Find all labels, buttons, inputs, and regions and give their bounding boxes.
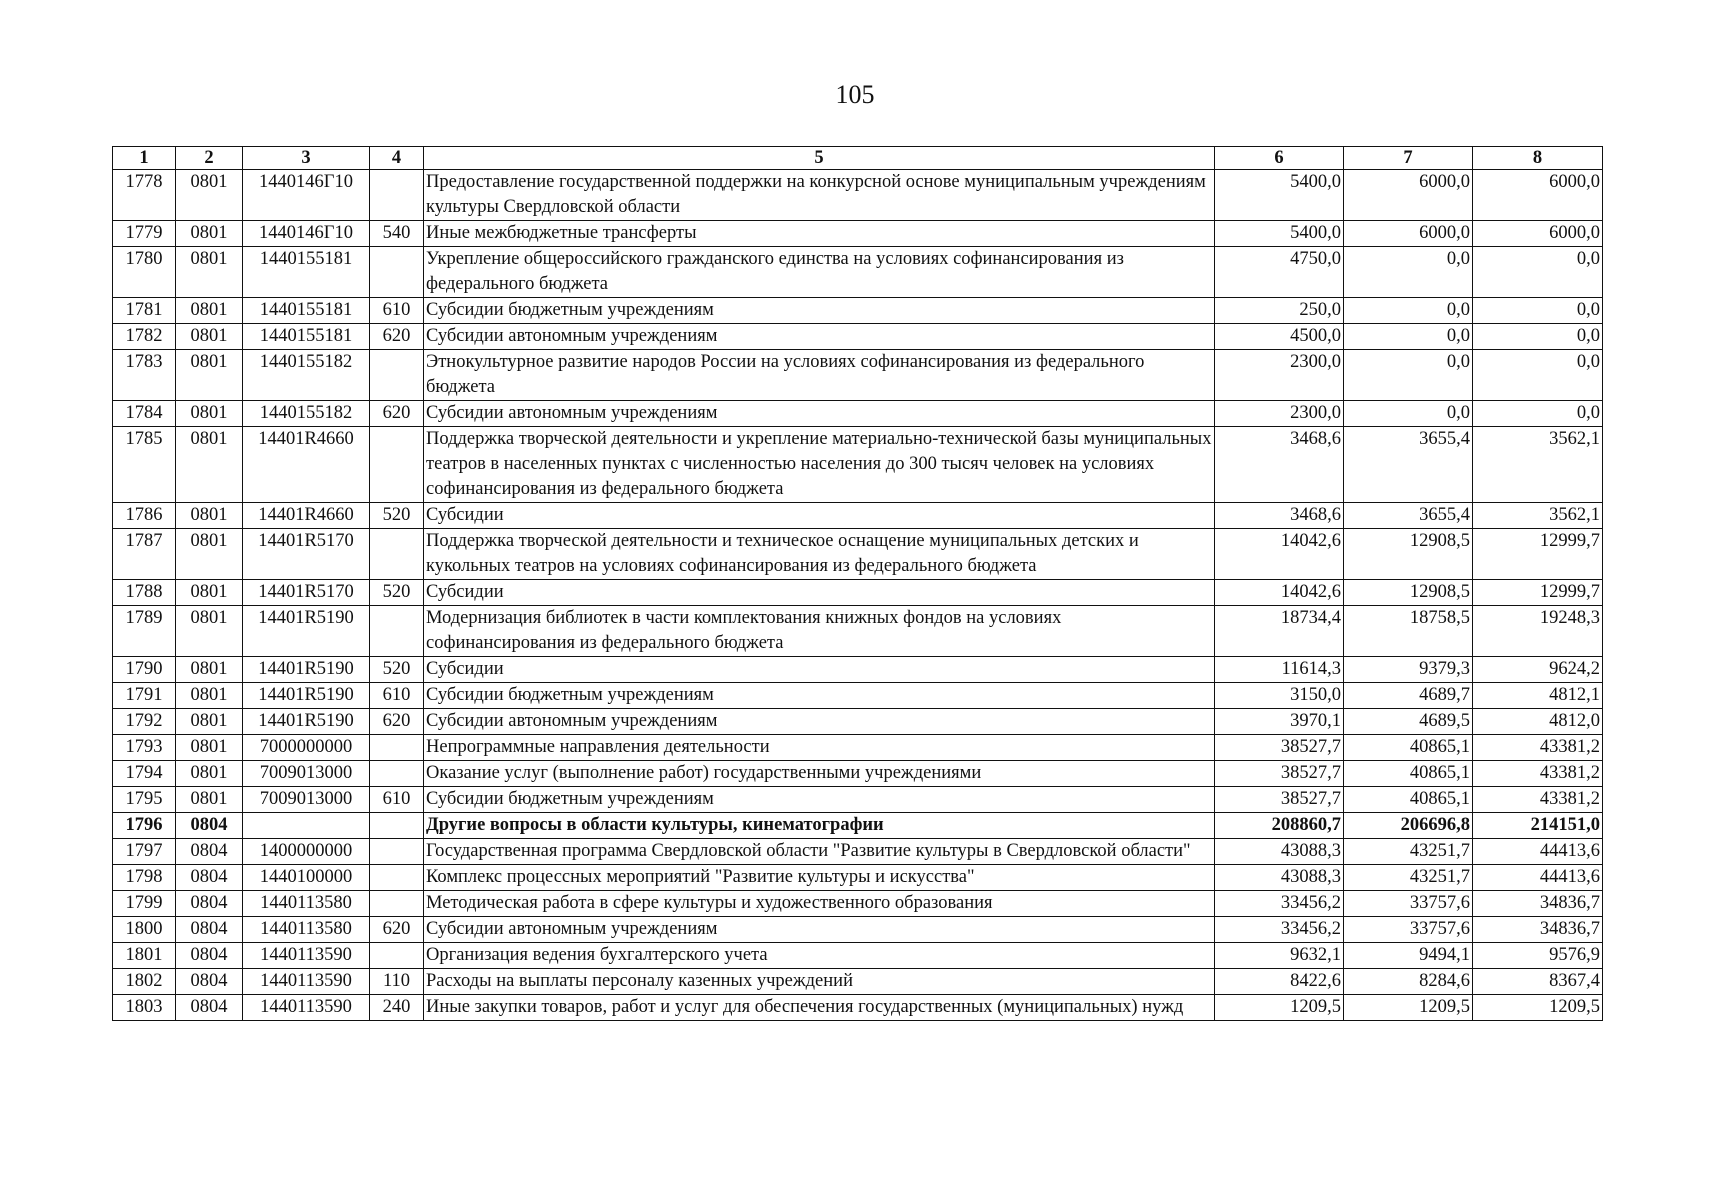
amount-year3-cell: 6000,0 bbox=[1473, 170, 1603, 221]
item-name-cell: Субсидии bbox=[424, 580, 1215, 606]
target-article-cell: 1440155181 bbox=[243, 247, 370, 298]
section-code-cell: 0801 bbox=[176, 503, 243, 529]
amount-year3-cell: 9624,2 bbox=[1473, 657, 1603, 683]
amount-year2-cell: 40865,1 bbox=[1344, 761, 1473, 787]
item-name-cell: Непрограммные направления деятельности bbox=[424, 735, 1215, 761]
item-name-cell: Субсидии bbox=[424, 657, 1215, 683]
table-row bbox=[113, 683, 1603, 709]
row-number-cell: 1790 bbox=[113, 657, 176, 683]
item-name-cell: Поддержка творческой деятельности и техническое оснащение муниципальных детских и кукольных театров на условиях софинансирования из федерального бюджета bbox=[424, 529, 1215, 580]
row-number-cell: 1779 bbox=[113, 221, 176, 247]
column-header: 3 bbox=[243, 147, 370, 170]
expense-type-cell: 620 bbox=[370, 709, 424, 735]
row-number-cell: 1778 bbox=[113, 170, 176, 221]
column-header: 8 bbox=[1473, 147, 1603, 170]
table-row bbox=[113, 350, 1603, 401]
table-row bbox=[113, 735, 1603, 761]
row-number-cell: 1798 bbox=[113, 865, 176, 891]
row-number-cell: 1792 bbox=[113, 709, 176, 735]
target-article-cell: 1440100000 bbox=[243, 865, 370, 891]
amount-year1-cell: 3150,0 bbox=[1215, 683, 1344, 709]
table-row bbox=[113, 529, 1603, 580]
table-row bbox=[113, 995, 1603, 1021]
header-row bbox=[113, 147, 1603, 170]
table-row bbox=[113, 891, 1603, 917]
item-name-cell: Поддержка творческой деятельности и укрепление материально-технической базы муниципальных театров в населенных пунктах с численностью населения до 300 тысяч человек на условиях софинансирования из федерального бюджета bbox=[424, 427, 1215, 503]
item-name-cell: Расходы на выплаты персоналу казенных учреждений bbox=[424, 969, 1215, 995]
amount-year1-cell: 5400,0 bbox=[1215, 221, 1344, 247]
amount-year1-cell: 33456,2 bbox=[1215, 891, 1344, 917]
amount-year1-cell: 3468,6 bbox=[1215, 427, 1344, 503]
section-code-cell: 0804 bbox=[176, 917, 243, 943]
table-row bbox=[113, 969, 1603, 995]
row-number-cell: 1786 bbox=[113, 503, 176, 529]
amount-year2-cell: 1209,5 bbox=[1344, 995, 1473, 1021]
item-name-cell: Укрепление общероссийского гражданского единства на условиях софинансирования из федерального бюджета bbox=[424, 247, 1215, 298]
amount-year1-cell: 3468,6 bbox=[1215, 503, 1344, 529]
item-name-cell: Субсидии автономным учреждениям bbox=[424, 324, 1215, 350]
target-article-cell: 14401R5190 bbox=[243, 683, 370, 709]
amount-year1-cell: 4500,0 bbox=[1215, 324, 1344, 350]
amount-year2-cell: 0,0 bbox=[1344, 298, 1473, 324]
amount-year1-cell: 1209,5 bbox=[1215, 995, 1344, 1021]
item-name-cell: Субсидии бюджетным учреждениям bbox=[424, 787, 1215, 813]
target-article-cell: 14401R5170 bbox=[243, 580, 370, 606]
section-code-cell: 0804 bbox=[176, 891, 243, 917]
amount-year3-cell: 4812,1 bbox=[1473, 683, 1603, 709]
column-header: 4 bbox=[370, 147, 424, 170]
table-row bbox=[113, 917, 1603, 943]
table-body bbox=[113, 170, 1603, 1021]
amount-year3-cell: 3562,1 bbox=[1473, 427, 1603, 503]
item-name-cell: Субсидии автономным учреждениям bbox=[424, 401, 1215, 427]
expense-type-cell: 240 bbox=[370, 995, 424, 1021]
amount-year2-cell: 206696,8 bbox=[1344, 813, 1473, 839]
target-article-cell: 1440146Г10 bbox=[243, 170, 370, 221]
table-row bbox=[113, 761, 1603, 787]
target-article-cell: 1440113590 bbox=[243, 969, 370, 995]
amount-year1-cell: 38527,7 bbox=[1215, 735, 1344, 761]
target-article-cell: 14401R4660 bbox=[243, 503, 370, 529]
section-code-cell: 0804 bbox=[176, 943, 243, 969]
expense-type-cell bbox=[370, 170, 424, 221]
amount-year2-cell: 43251,7 bbox=[1344, 839, 1473, 865]
row-number-cell: 1797 bbox=[113, 839, 176, 865]
expense-type-cell bbox=[370, 813, 424, 839]
amount-year2-cell: 12908,5 bbox=[1344, 580, 1473, 606]
amount-year1-cell: 14042,6 bbox=[1215, 580, 1344, 606]
item-name-cell: Предоставление государственной поддержки на конкурсной основе муниципальным учреждениям культуры Свердловской области bbox=[424, 170, 1215, 221]
table-row bbox=[113, 606, 1603, 657]
expense-type-cell: 610 bbox=[370, 298, 424, 324]
item-name-cell: Иные межбюджетные трансферты bbox=[424, 221, 1215, 247]
row-number-cell: 1802 bbox=[113, 969, 176, 995]
expense-type-cell bbox=[370, 839, 424, 865]
amount-year2-cell: 0,0 bbox=[1344, 324, 1473, 350]
amount-year2-cell: 0,0 bbox=[1344, 247, 1473, 298]
section-code-cell: 0801 bbox=[176, 170, 243, 221]
section-code-cell: 0801 bbox=[176, 787, 243, 813]
target-article-cell: 1440113580 bbox=[243, 917, 370, 943]
table-row bbox=[113, 503, 1603, 529]
table-row bbox=[113, 787, 1603, 813]
row-number-cell: 1803 bbox=[113, 995, 176, 1021]
row-number-cell: 1788 bbox=[113, 580, 176, 606]
amount-year1-cell: 14042,6 bbox=[1215, 529, 1344, 580]
item-name-cell: Субсидии бюджетным учреждениям bbox=[424, 298, 1215, 324]
amount-year1-cell: 11614,3 bbox=[1215, 657, 1344, 683]
amount-year3-cell: 4812,0 bbox=[1473, 709, 1603, 735]
target-article-cell: 1440113580 bbox=[243, 891, 370, 917]
target-article-cell: 1440113590 bbox=[243, 943, 370, 969]
amount-year2-cell: 8284,6 bbox=[1344, 969, 1473, 995]
amount-year3-cell: 19248,3 bbox=[1473, 606, 1603, 657]
expense-type-cell bbox=[370, 891, 424, 917]
row-number-cell: 1785 bbox=[113, 427, 176, 503]
section-code-cell: 0801 bbox=[176, 735, 243, 761]
amount-year1-cell: 208860,7 bbox=[1215, 813, 1344, 839]
section-code-cell: 0804 bbox=[176, 865, 243, 891]
amount-year1-cell: 2300,0 bbox=[1215, 350, 1344, 401]
amount-year3-cell: 6000,0 bbox=[1473, 221, 1603, 247]
row-number-cell: 1801 bbox=[113, 943, 176, 969]
expense-type-cell bbox=[370, 606, 424, 657]
target-article-cell: 14401R5190 bbox=[243, 657, 370, 683]
amount-year1-cell: 9632,1 bbox=[1215, 943, 1344, 969]
section-code-cell: 0804 bbox=[176, 839, 243, 865]
section-code-cell: 0801 bbox=[176, 580, 243, 606]
amount-year3-cell: 0,0 bbox=[1473, 401, 1603, 427]
table-row bbox=[113, 324, 1603, 350]
amount-year2-cell: 12908,5 bbox=[1344, 529, 1473, 580]
amount-year3-cell: 12999,7 bbox=[1473, 529, 1603, 580]
row-number-cell: 1795 bbox=[113, 787, 176, 813]
section-code-cell: 0801 bbox=[176, 761, 243, 787]
amount-year3-cell: 0,0 bbox=[1473, 298, 1603, 324]
table-row bbox=[113, 427, 1603, 503]
row-number-cell: 1787 bbox=[113, 529, 176, 580]
amount-year1-cell: 38527,7 bbox=[1215, 787, 1344, 813]
amount-year1-cell: 2300,0 bbox=[1215, 401, 1344, 427]
expense-type-cell: 620 bbox=[370, 401, 424, 427]
target-article-cell: 1440155182 bbox=[243, 350, 370, 401]
expense-type-cell: 520 bbox=[370, 657, 424, 683]
amount-year2-cell: 9494,1 bbox=[1344, 943, 1473, 969]
amount-year2-cell: 3655,4 bbox=[1344, 503, 1473, 529]
amount-year2-cell: 0,0 bbox=[1344, 401, 1473, 427]
column-header: 5 bbox=[424, 147, 1215, 170]
amount-year2-cell: 6000,0 bbox=[1344, 221, 1473, 247]
amount-year3-cell: 43381,2 bbox=[1473, 787, 1603, 813]
table-row bbox=[113, 709, 1603, 735]
section-code-cell: 0801 bbox=[176, 683, 243, 709]
amount-year3-cell: 43381,2 bbox=[1473, 735, 1603, 761]
amount-year1-cell: 5400,0 bbox=[1215, 170, 1344, 221]
item-name-cell: Субсидии автономным учреждениям bbox=[424, 709, 1215, 735]
column-header: 1 bbox=[113, 147, 176, 170]
target-article-cell: 7009013000 bbox=[243, 787, 370, 813]
row-number-cell: 1800 bbox=[113, 917, 176, 943]
amount-year3-cell: 34836,7 bbox=[1473, 891, 1603, 917]
expense-type-cell: 520 bbox=[370, 580, 424, 606]
expense-type-cell bbox=[370, 761, 424, 787]
page-number: 105 bbox=[835, 80, 875, 109]
target-article-cell: 7009013000 bbox=[243, 761, 370, 787]
row-number-cell: 1781 bbox=[113, 298, 176, 324]
amount-year2-cell: 4689,5 bbox=[1344, 709, 1473, 735]
item-name-cell: Государственная программа Свердловской области "Развитие культуры в Свердловской области" bbox=[424, 839, 1215, 865]
row-number-cell: 1796 bbox=[113, 813, 176, 839]
section-code-cell: 0801 bbox=[176, 657, 243, 683]
row-number-cell: 1799 bbox=[113, 891, 176, 917]
section-code-cell: 0804 bbox=[176, 995, 243, 1021]
amount-year1-cell: 43088,3 bbox=[1215, 865, 1344, 891]
amount-year3-cell: 214151,0 bbox=[1473, 813, 1603, 839]
expense-type-cell: 520 bbox=[370, 503, 424, 529]
amount-year2-cell: 40865,1 bbox=[1344, 735, 1473, 761]
section-code-cell: 0801 bbox=[176, 709, 243, 735]
amount-year2-cell: 3655,4 bbox=[1344, 427, 1473, 503]
row-number-cell: 1794 bbox=[113, 761, 176, 787]
table-row bbox=[113, 839, 1603, 865]
amount-year3-cell: 0,0 bbox=[1473, 247, 1603, 298]
target-article-cell: 1440113590 bbox=[243, 995, 370, 1021]
amount-year3-cell: 12999,7 bbox=[1473, 580, 1603, 606]
row-number-cell: 1782 bbox=[113, 324, 176, 350]
amount-year3-cell: 43381,2 bbox=[1473, 761, 1603, 787]
expense-type-cell bbox=[370, 865, 424, 891]
item-name-cell: Этнокультурное развитие народов России на условиях софинансирования из федерального бюджета bbox=[424, 350, 1215, 401]
expense-type-cell: 540 bbox=[370, 221, 424, 247]
section-code-cell: 0801 bbox=[176, 606, 243, 657]
target-article-cell: 1440155182 bbox=[243, 401, 370, 427]
table-row bbox=[113, 657, 1603, 683]
amount-year3-cell: 8367,4 bbox=[1473, 969, 1603, 995]
section-code-cell: 0801 bbox=[176, 247, 243, 298]
expense-type-cell bbox=[370, 350, 424, 401]
section-code-cell: 0801 bbox=[176, 529, 243, 580]
amount-year1-cell: 38527,7 bbox=[1215, 761, 1344, 787]
section-code-cell: 0801 bbox=[176, 401, 243, 427]
item-name-cell: Комплекс процессных мероприятий "Развитие культуры и искусства" bbox=[424, 865, 1215, 891]
target-article-cell: 1440155181 bbox=[243, 324, 370, 350]
item-name-cell: Иные закупки товаров, работ и услуг для обеспечения государственных (муниципальных) нужд bbox=[424, 995, 1215, 1021]
amount-year3-cell: 3562,1 bbox=[1473, 503, 1603, 529]
target-article-cell bbox=[243, 813, 370, 839]
amount-year2-cell: 9379,3 bbox=[1344, 657, 1473, 683]
expense-type-cell: 620 bbox=[370, 324, 424, 350]
row-number-cell: 1793 bbox=[113, 735, 176, 761]
section-code-cell: 0801 bbox=[176, 221, 243, 247]
item-name-cell: Организация ведения бухгалтерского учета bbox=[424, 943, 1215, 969]
expense-type-cell bbox=[370, 735, 424, 761]
amount-year3-cell: 1209,5 bbox=[1473, 995, 1603, 1021]
expense-type-cell bbox=[370, 247, 424, 298]
target-article-cell: 14401R4660 bbox=[243, 427, 370, 503]
amount-year1-cell: 33456,2 bbox=[1215, 917, 1344, 943]
column-header: 6 bbox=[1215, 147, 1344, 170]
row-number-cell: 1783 bbox=[113, 350, 176, 401]
amount-year1-cell: 4750,0 bbox=[1215, 247, 1344, 298]
item-name-cell: Другие вопросы в области культуры, кинематографии bbox=[424, 813, 1215, 839]
table-row bbox=[113, 221, 1603, 247]
table-row bbox=[113, 247, 1603, 298]
row-number-cell: 1791 bbox=[113, 683, 176, 709]
row-number-cell: 1789 bbox=[113, 606, 176, 657]
amount-year2-cell: 0,0 bbox=[1344, 350, 1473, 401]
expense-type-cell bbox=[370, 529, 424, 580]
item-name-cell: Модернизация библиотек в части комплектования книжных фондов на условиях софинансирования из федерального бюджета bbox=[424, 606, 1215, 657]
expense-type-cell: 610 bbox=[370, 787, 424, 813]
amount-year3-cell: 44413,6 bbox=[1473, 865, 1603, 891]
target-article-cell: 14401R5190 bbox=[243, 606, 370, 657]
target-article-cell: 1440155181 bbox=[243, 298, 370, 324]
amount-year3-cell: 44413,6 bbox=[1473, 839, 1603, 865]
amount-year2-cell: 40865,1 bbox=[1344, 787, 1473, 813]
section-code-cell: 0801 bbox=[176, 427, 243, 503]
amount-year2-cell: 43251,7 bbox=[1344, 865, 1473, 891]
amount-year2-cell: 4689,7 bbox=[1344, 683, 1473, 709]
amount-year2-cell: 18758,5 bbox=[1344, 606, 1473, 657]
budget-table bbox=[112, 146, 1603, 1021]
section-code-cell: 0801 bbox=[176, 350, 243, 401]
target-article-cell: 14401R5190 bbox=[243, 709, 370, 735]
item-name-cell: Оказание услуг (выполнение работ) государственными учреждениями bbox=[424, 761, 1215, 787]
amount-year3-cell: 34836,7 bbox=[1473, 917, 1603, 943]
row-number-cell: 1780 bbox=[113, 247, 176, 298]
table-row bbox=[113, 401, 1603, 427]
expense-type-cell: 620 bbox=[370, 917, 424, 943]
target-article-cell: 1440146Г10 bbox=[243, 221, 370, 247]
amount-year3-cell: 9576,9 bbox=[1473, 943, 1603, 969]
table-row bbox=[113, 813, 1603, 839]
target-article-cell: 1400000000 bbox=[243, 839, 370, 865]
section-code-cell: 0801 bbox=[176, 298, 243, 324]
amount-year1-cell: 250,0 bbox=[1215, 298, 1344, 324]
item-name-cell: Субсидии автономным учреждениям bbox=[424, 917, 1215, 943]
section-code-cell: 0804 bbox=[176, 813, 243, 839]
amount-year1-cell: 3970,1 bbox=[1215, 709, 1344, 735]
item-name-cell: Субсидии бюджетным учреждениям bbox=[424, 683, 1215, 709]
section-code-cell: 0801 bbox=[176, 324, 243, 350]
section-code-cell: 0804 bbox=[176, 969, 243, 995]
table-row bbox=[113, 943, 1603, 969]
item-name-cell: Методическая работа в сфере культуры и художественного образования bbox=[424, 891, 1215, 917]
table-row bbox=[113, 865, 1603, 891]
amount-year3-cell: 0,0 bbox=[1473, 350, 1603, 401]
amount-year3-cell: 0,0 bbox=[1473, 324, 1603, 350]
column-header: 2 bbox=[176, 147, 243, 170]
amount-year1-cell: 18734,4 bbox=[1215, 606, 1344, 657]
target-article-cell: 14401R5170 bbox=[243, 529, 370, 580]
target-article-cell: 7000000000 bbox=[243, 735, 370, 761]
amount-year1-cell: 8422,6 bbox=[1215, 969, 1344, 995]
table-row bbox=[113, 170, 1603, 221]
amount-year2-cell: 33757,6 bbox=[1344, 917, 1473, 943]
column-header: 7 bbox=[1344, 147, 1473, 170]
expense-type-cell: 110 bbox=[370, 969, 424, 995]
amount-year1-cell: 43088,3 bbox=[1215, 839, 1344, 865]
expense-type-cell bbox=[370, 427, 424, 503]
expense-type-cell: 610 bbox=[370, 683, 424, 709]
amount-year2-cell: 6000,0 bbox=[1344, 170, 1473, 221]
item-name-cell: Субсидии bbox=[424, 503, 1215, 529]
amount-year2-cell: 33757,6 bbox=[1344, 891, 1473, 917]
row-number-cell: 1784 bbox=[113, 401, 176, 427]
table-row bbox=[113, 580, 1603, 606]
expense-type-cell bbox=[370, 943, 424, 969]
table-row bbox=[113, 298, 1603, 324]
